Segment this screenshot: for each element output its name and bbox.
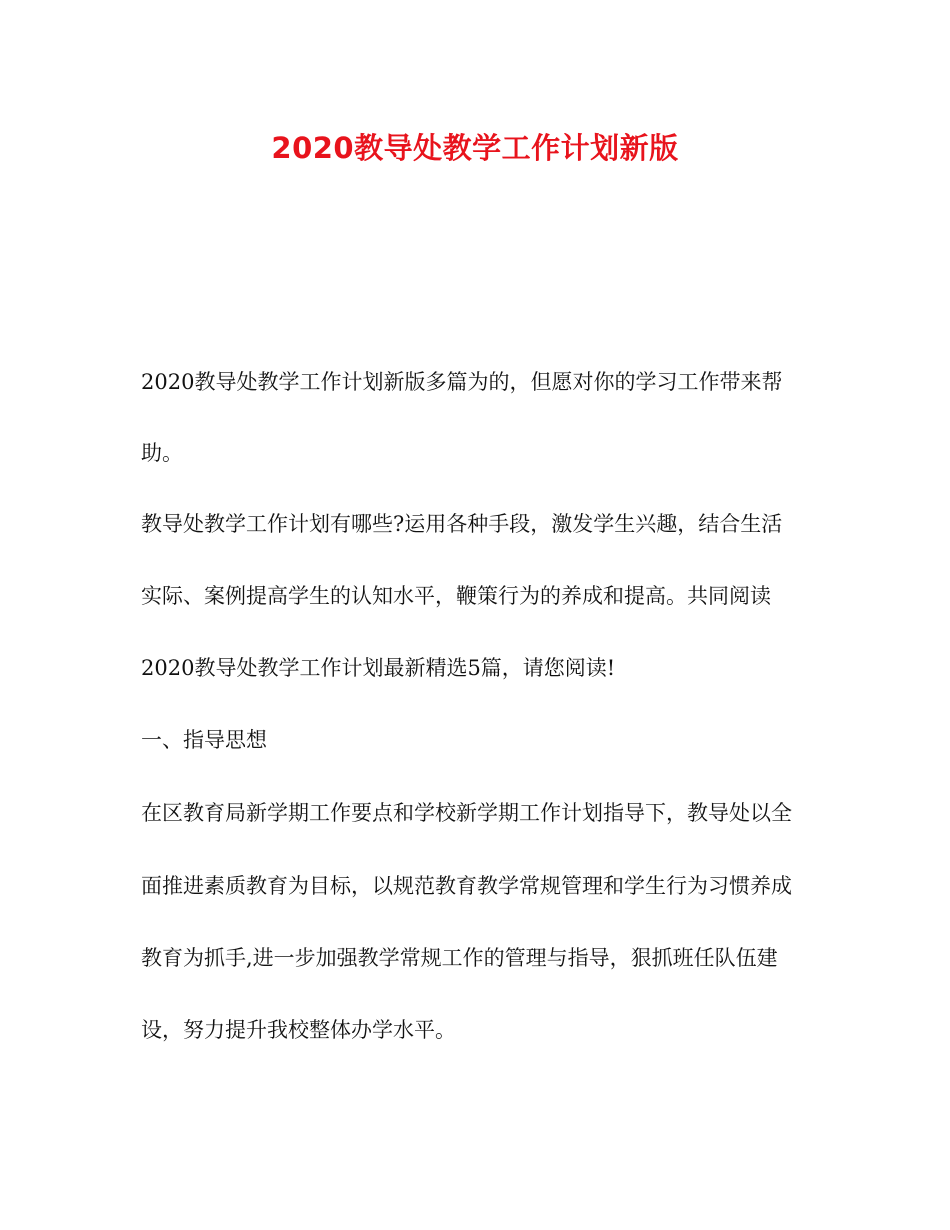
paragraph-line: 教育为抓手,进一步加强教学常规工作的管理与指导，狠抓班任队伍建 (141, 946, 778, 970)
section-heading: 一、指导思想 (141, 728, 267, 752)
paragraph-line: 教导处教学工作计划有哪些?运用各种手段，激发学生兴趣，结合生活 (141, 512, 783, 536)
document-title: 2020教导处教学工作计划新版 (271, 131, 679, 165)
paragraph-line: 在区教育局新学期工作要点和学校新学期工作计划指导下，教导处以全 (141, 801, 792, 825)
paragraph-line: 面推进素质教育为目标，以规范教育教学常规管理和学生行为习惯养成 (141, 874, 792, 898)
paragraph-line: 2020教导处教学工作计划新版多篇为的，但愿对你的学习工作带来帮 (141, 370, 783, 394)
paragraph-line: 助。 (141, 441, 183, 465)
paragraph-line: 2020教导处教学工作计划最新精选5篇，请您阅读! (141, 656, 616, 680)
paragraph-line: 实际、案例提高学生的认知水平，鞭策行为的养成和提高。共同阅读 (141, 584, 771, 608)
paragraph-line: 设，努力提升我校整体办学水平。 (141, 1018, 456, 1042)
